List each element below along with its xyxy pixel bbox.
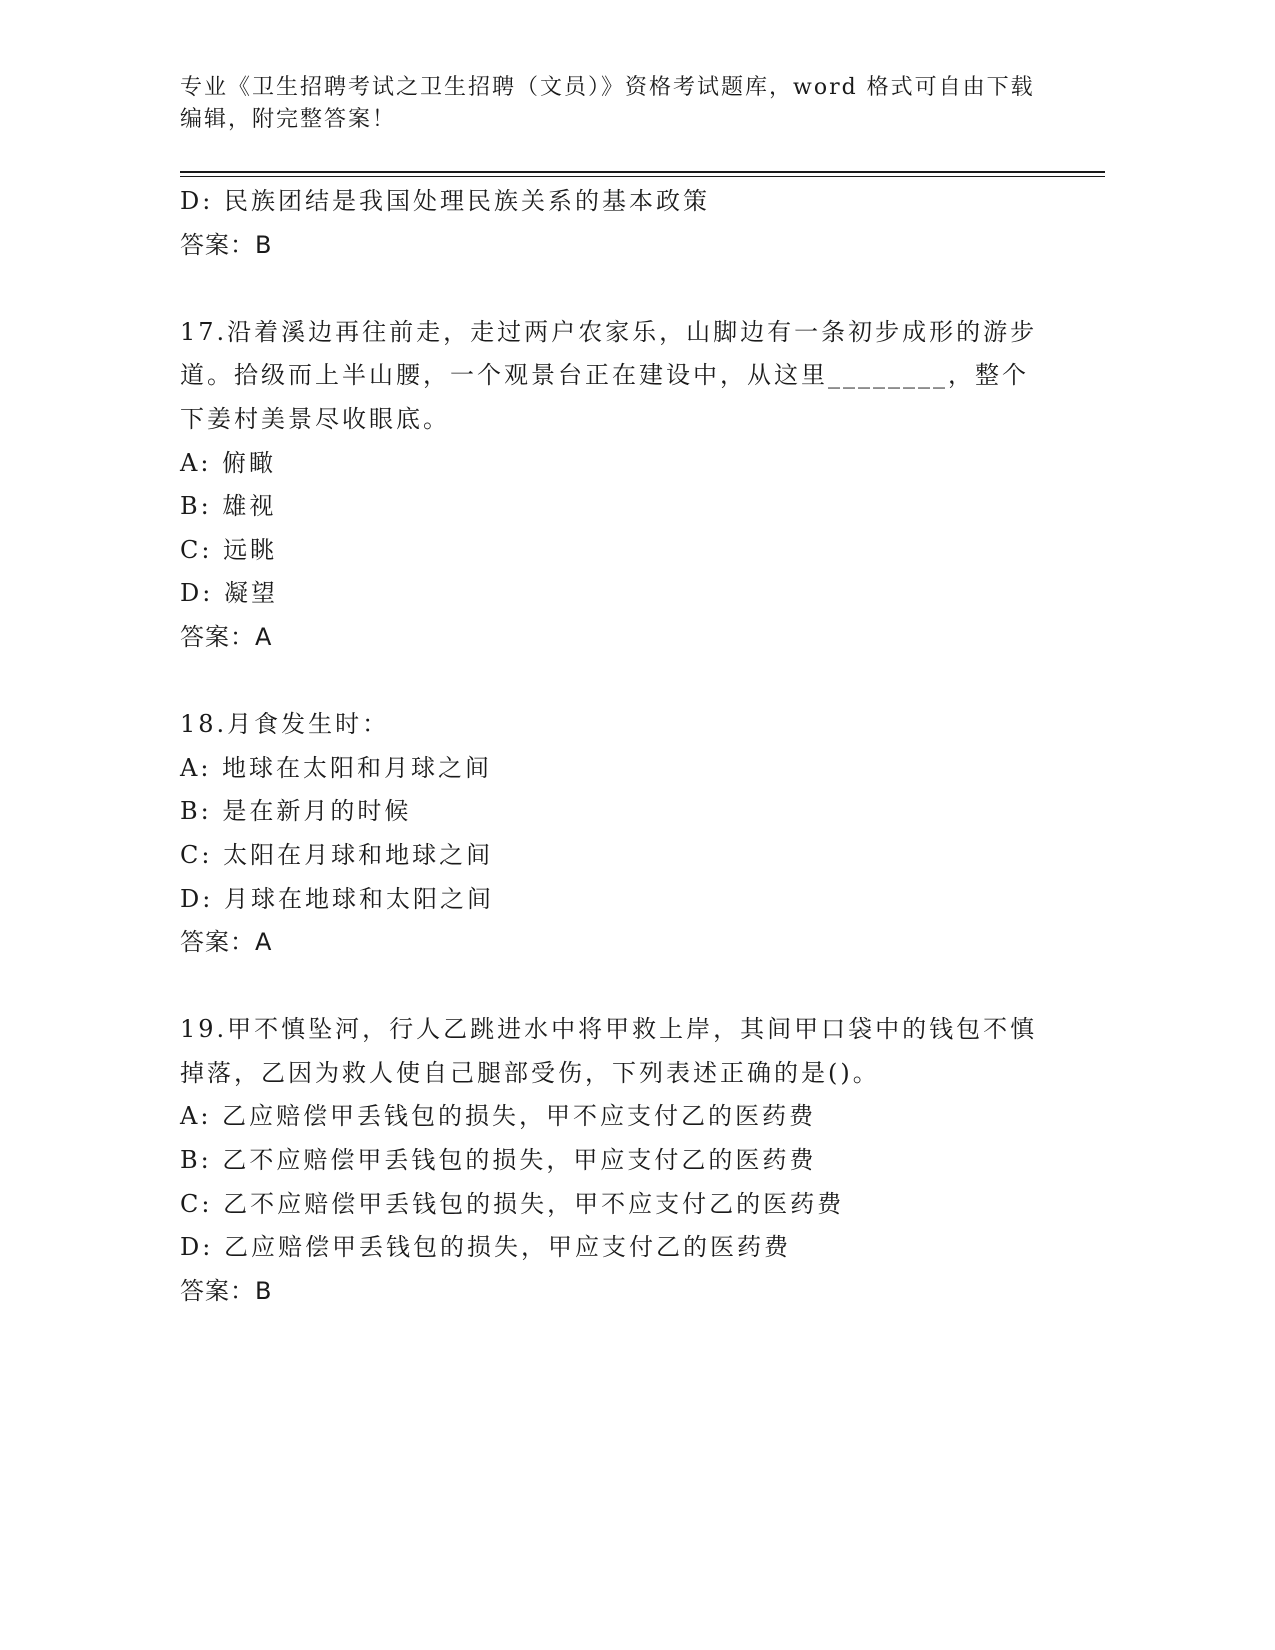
question-stem: 19.甲不慎坠河，行人乙跳进水中将甲救上岸，其间甲口袋中的钱包不慎掉落，乙因为救人使自己腿部受伤，下列表述正确的是()。 — [180, 1015, 1038, 1087]
option-c: C: 太阳在月球和地球之间 — [180, 840, 494, 869]
question-stem: 17.沿着溪边再往前走，走过两户农家乐，山脚边有一条初步成形的游步道。拾级而上半山腰，一个观景台正在建设中，从这里________，整个下姜村美景尽收眼底。 — [180, 317, 1038, 433]
answer-line: 答案：B — [180, 1276, 273, 1305]
answer-line: 答案：B — [180, 230, 273, 259]
question-stem: 18.月食发生时： — [180, 710, 390, 739]
question-18 — [180, 703, 1060, 965]
spacer — [180, 965, 1060, 1009]
option-b: B: 乙不应赔偿甲丢钱包的损失，甲应支付乙的医药费 — [180, 1146, 817, 1175]
answer-line: 答案：A — [180, 622, 273, 651]
header-divider-thin — [180, 176, 1105, 177]
option-c: C: 乙不应赔偿甲丢钱包的损失，甲不应支付乙的医药费 — [180, 1189, 845, 1218]
question-19 — [180, 1008, 1060, 1313]
option-a: A: 乙应赔偿甲丢钱包的损失，甲不应支付乙的医药费 — [180, 1102, 817, 1131]
option-d: D: 民族团结是我国处理民族关系的基本政策 — [180, 187, 710, 215]
option-d: D: 月球在地球和太阳之间 — [180, 884, 494, 913]
spacer — [180, 660, 1060, 704]
option-a: A: 地球在太阳和月球之间 — [180, 753, 493, 782]
previous-question-tail — [180, 180, 1060, 267]
option-d: D: 凝望 — [180, 579, 278, 608]
header-line-2: 编辑，附完整答案！ — [180, 107, 397, 132]
question-list — [180, 180, 1060, 1313]
option-d: D: 乙应赔偿甲丢钱包的损失，甲应支付乙的医药费 — [180, 1233, 791, 1262]
option-b: B: 雄视 — [180, 492, 277, 521]
header-divider-thick — [180, 171, 1105, 173]
spacer — [180, 267, 1060, 311]
answer-line: 答案：A — [180, 928, 273, 957]
option-c: C: 远眺 — [180, 535, 278, 564]
question-17 — [180, 311, 1060, 660]
document-header — [180, 72, 1040, 136]
header-line-1: 专业《卫生招聘考试之卫生招聘（文员）》资格考试题库，word 格式可自由下载 — [180, 75, 1035, 100]
option-a: A: 俯瞰 — [180, 448, 277, 477]
option-b: B: 是在新月的时候 — [180, 797, 412, 826]
